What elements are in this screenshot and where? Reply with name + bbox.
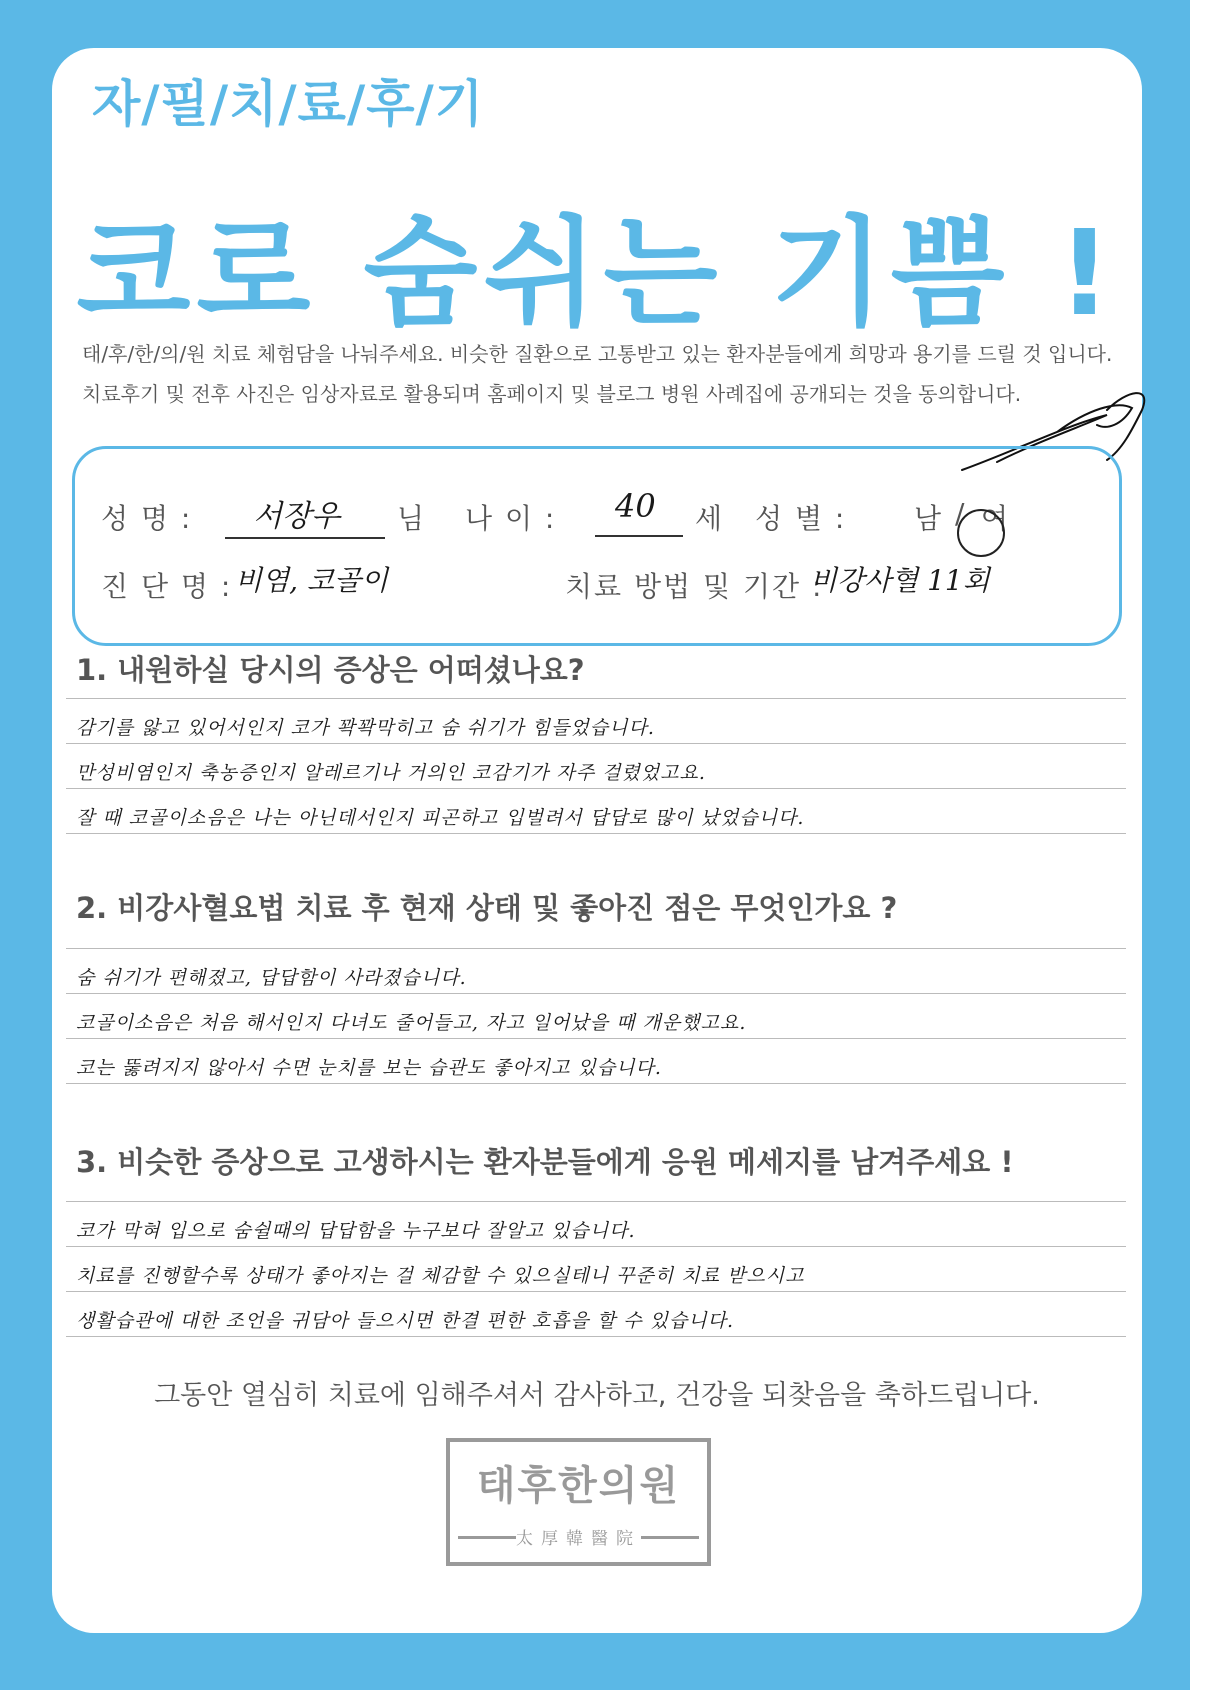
ruled-line [66,698,1126,699]
answer-1-line-1: 감기를 앓고 있어서인지 코가 꽉꽉막히고 숨 쉬기가 힘들었습니다. [76,717,655,739]
answer-1-line-2: 만성비염인지 축농증인지 알레르기나 거의인 코감기가 자주 걸렸었고요. [76,762,706,784]
seal-hanja-name: 太厚韓醫院 [516,1529,641,1549]
ruled-line [66,833,1126,834]
name-suffix: 님 [397,502,427,535]
age-underline [595,535,683,537]
answer-2-line-2: 코골이소음은 처음 해서인지 다녀도 줄어들고, 자고 일어났을 때 개운했고요. [76,1012,747,1034]
age-suffix: 세 [695,502,725,535]
name-value: 서장우 [253,499,340,534]
answer-3-line-3: 생활습관에 대한 조언을 귀담아 들으시면 한결 편한 호흡을 할 수 있습니다. [76,1310,735,1332]
ruled-line [66,1038,1126,1039]
ruled-line [66,1201,1126,1202]
age-label: 나 이 : [465,502,557,535]
name-underline [225,537,385,539]
ruled-line [66,993,1126,994]
answer-3-lines [66,1198,1126,1348]
closing-message: 그동안 열심히 치료에 임해주셔서 감사하고, 건강을 되찾음을 축하드립니다. [154,1380,1040,1411]
ruled-line [66,1336,1126,1337]
answer-2-line-3: 코는 뚫려지지 않아서 수면 눈치를 보는 습관도 좋아지고 있습니다. [76,1057,662,1079]
answer-3-line-1: 코가 막혀 입으로 숨쉴때의 답답함을 누구보다 잘알고 있습니다. [76,1220,636,1242]
seal-clinic-name: 태후한의원 [476,1463,681,1509]
diagnosis-value: 비염, 코골이 [235,564,389,597]
gender-female: 여 [981,502,1011,535]
diagnosis-label: 진 단 명 : [101,570,233,603]
ruled-line [66,743,1126,744]
form-headline: 코로 숨쉬는 기쁨 ! [76,204,1118,342]
answer-2-line-1: 숨 쉬기가 편해졌고, 답답함이 사라졌습니다. [76,967,467,989]
name-label: 성 명 : [101,502,193,535]
ruled-line [66,1246,1126,1247]
gender-separator: / [955,497,967,530]
intro-line-2: 치료후기 및 전후 사진은 임상자료로 활용되며 홈페이지 및 블로그 병원 사례집에 공개되는 것을 동의합니다. [82,382,1022,406]
ruled-line [66,1291,1126,1292]
clinic-seal [446,1438,711,1566]
form-series-title: 자/필/치/료/후/기 [92,75,485,133]
answer-1-lines [66,693,1126,843]
ruled-line [66,1083,1126,1084]
question-2-title: 2. 비강사혈요법 치료 후 현재 상태 및 좋아진 점은 무엇인가요 ? [76,891,898,925]
question-1-title: 1. 내원하실 당시의 증상은 어떠셨나요? [76,653,585,687]
gender-male: 남 [914,502,944,535]
answer-3-line-2: 치료를 진행할수록 상태가 좋아지는 걸 체감할 수 있으실테니 꾸준히 치료 받으시고 [76,1265,805,1287]
question-3-title: 3. 비슷한 증상으로 고생하시는 환자분들에게 응원 메세지를 남겨주세요 ! [76,1145,1014,1179]
treatment-label: 치료 방법 및 기간 : [565,570,824,603]
age-value: 40 [615,487,656,525]
gender-male-circle [957,509,1005,557]
answer-1-line-3: 잘 때 코골이소음은 나는 아닌데서인지 피곤하고 입벌려서 답답로 많이 났었습니다. [76,807,805,829]
gender-label: 성 별 : [755,502,847,535]
ruled-line [66,948,1126,949]
answer-2-lines [66,945,1126,1095]
intro-line-1: 태/후/한/의/원 치료 체험담을 나눠주세요. 비슷한 질환으로 고통받고 있는 환자분들에게 희망과 용기를 드릴 것 입니다. [82,342,1113,366]
review-form [52,48,1142,1633]
treatment-value: 비강사혈 11회 [810,564,990,597]
ruled-line [66,788,1126,789]
